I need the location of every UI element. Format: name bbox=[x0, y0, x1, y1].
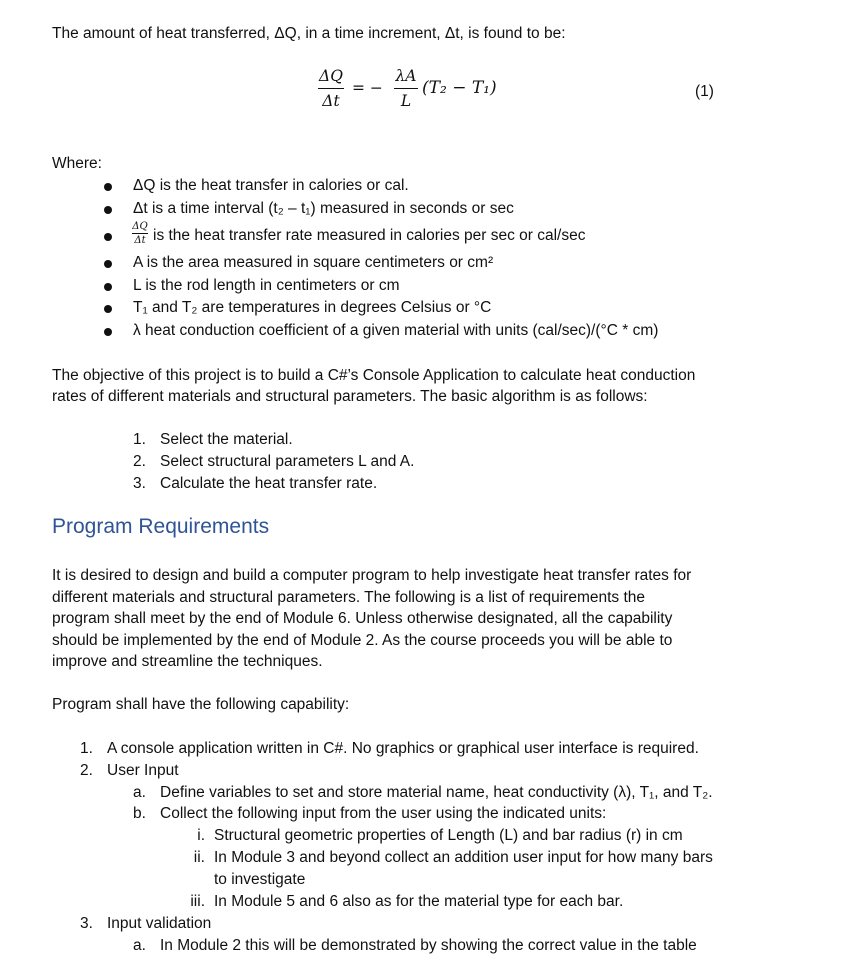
req-roman: iii. bbox=[190, 893, 205, 910]
bullet-dot bbox=[104, 233, 112, 241]
equation-rhs-tail: (T₂ − T₁) bbox=[422, 78, 497, 98]
paragraph-line: improve and streamline the techniques. bbox=[52, 653, 323, 670]
algorithm-step: Select structural parameters L and A. bbox=[160, 453, 415, 470]
req-roman: i. bbox=[197, 827, 205, 844]
objective-line: The objective of this project is to build a C#’s Console Application to calculate heat conduction bbox=[52, 367, 696, 384]
paragraph-line: program shall meet by the end of Module 6. Unless otherwise designated, all the capability bbox=[52, 610, 673, 627]
req-subitem: Define variables to set and store material name, heat conductivity (λ), T₁, and T₂. bbox=[160, 784, 713, 801]
equation-equals-minus: = − bbox=[352, 79, 383, 97]
algorithm-step: Calculate the heat transfer rate. bbox=[160, 475, 378, 492]
equation-rhs-fraction bbox=[394, 66, 418, 111]
equation-rhs-numerator: λA bbox=[395, 67, 417, 85]
bullet-dot bbox=[104, 283, 112, 291]
req-subsubitem: Structural geometric properties of Length (L) and bar radius (r) in cm bbox=[214, 827, 683, 844]
req-subitem: In Module 2 this will be demonstrated by showing the correct value in the table bbox=[160, 937, 697, 954]
where-label: Where: bbox=[52, 155, 102, 172]
list-item: Δt is a time interval (t₂ – t₁) measured in seconds or sec bbox=[133, 200, 514, 217]
paragraph-line: different materials and structural parameters. The following is a list of requirements the bbox=[52, 589, 646, 606]
req-item: User Input bbox=[107, 762, 179, 779]
equation-lhs-denominator: Δt bbox=[322, 92, 340, 110]
req-roman: ii. bbox=[193, 849, 205, 866]
list-item: T₁ and T₂ are temperatures in degrees Celsius or °C bbox=[133, 299, 492, 316]
req-subletter: a. bbox=[133, 784, 146, 801]
objective-line: rates of different materials and structural parameters. The basic algorithm is as follows: bbox=[52, 388, 648, 405]
equation-rhs-denominator: L bbox=[400, 92, 412, 110]
equation-number: (1) bbox=[695, 83, 714, 100]
equation-lhs-fraction bbox=[318, 66, 344, 111]
rate-fraction bbox=[132, 221, 148, 246]
req-number: 2. bbox=[80, 762, 93, 779]
algorithm-step-number: 3. bbox=[133, 475, 146, 492]
req-subsubitem: In Module 3 and beyond collect an addition user input for how many bars bbox=[214, 849, 713, 866]
req-subsubitem-continuation: to investigate bbox=[214, 871, 306, 888]
rate-fraction-denominator: Δt bbox=[134, 235, 146, 246]
capability-label: Program shall have the following capability: bbox=[52, 696, 350, 713]
paragraph-line: should be implemented by the end of Module 2. As the course proceeds you will be able to bbox=[52, 632, 673, 649]
paragraph-line: It is desired to design and build a computer program to help investigate heat transfer rates for bbox=[52, 567, 692, 584]
req-number: 1. bbox=[80, 740, 93, 757]
req-item: A console application written in C#. No graphics or graphical user interface is required. bbox=[107, 740, 699, 757]
req-subletter: a. bbox=[133, 937, 146, 954]
bullet-dot bbox=[104, 206, 112, 214]
rate-fraction-numerator: ΔQ bbox=[132, 221, 148, 232]
list-item: L is the rod length in centimeters or cm bbox=[133, 277, 400, 294]
bullet-dot bbox=[104, 260, 112, 268]
req-subletter: b. bbox=[133, 805, 146, 822]
algorithm-step: Select the material. bbox=[160, 431, 293, 448]
bullet-dot bbox=[104, 183, 112, 191]
algorithm-step-number: 2. bbox=[133, 453, 146, 470]
req-number: 3. bbox=[80, 915, 93, 932]
bullet-dot bbox=[104, 305, 112, 313]
section-heading: Program Requirements bbox=[52, 515, 270, 538]
req-item: Input validation bbox=[107, 915, 212, 932]
bullet-dot bbox=[104, 328, 112, 336]
intro-text: The amount of heat transferred, ΔQ, in a time increment, Δt, is found to be: bbox=[52, 25, 566, 42]
list-item: is the heat transfer rate measured in calories per sec or cal/sec bbox=[153, 227, 586, 244]
algorithm-step-number: 1. bbox=[133, 431, 146, 448]
list-item: λ heat conduction coefficient of a given material with units (cal/sec)/(°C * cm) bbox=[133, 322, 659, 339]
list-item: A is the area measured in square centimeters or cm² bbox=[133, 254, 494, 271]
list-item: ΔQ is the heat transfer in calories or cal. bbox=[133, 177, 409, 194]
req-subsubitem: In Module 5 and 6 also as for the material type for each bar. bbox=[214, 893, 624, 910]
equation-lhs-numerator: ΔQ bbox=[319, 67, 343, 85]
req-subitem: Collect the following input from the user using the indicated units: bbox=[160, 805, 607, 822]
